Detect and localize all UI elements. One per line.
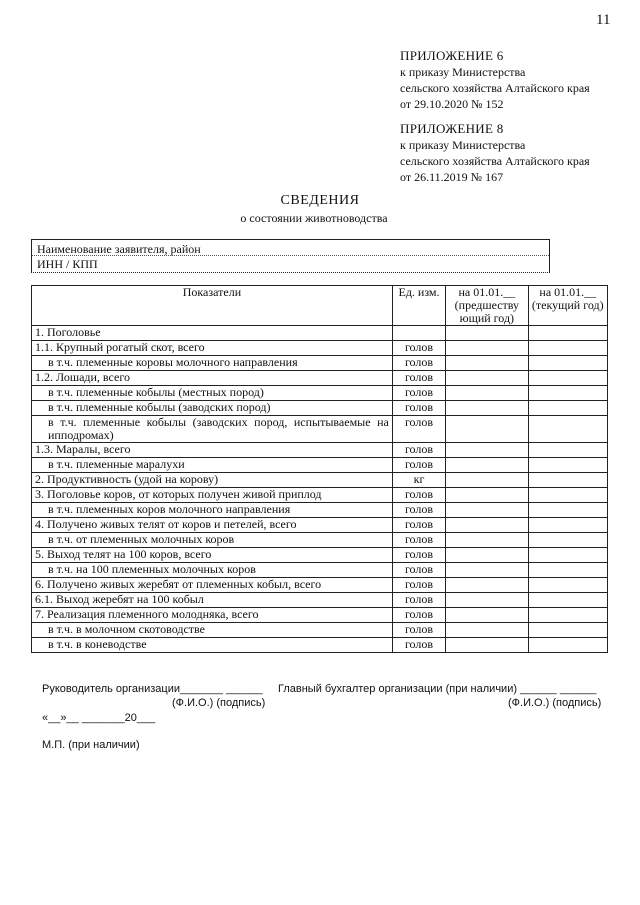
indicator-cell: 7. Реализация племенного молодняка, всего [32, 608, 393, 623]
head-signature-caption: (Ф.И.О.) (подпись) [172, 697, 266, 709]
previous-year-cell[interactable] [446, 503, 528, 518]
previous-year-cell[interactable] [446, 533, 528, 548]
previous-year-cell[interactable] [446, 488, 528, 503]
indicator-cell: в т.ч. в молочном скотоводстве [32, 623, 393, 638]
appendix-6-line: к приказу Министерства [400, 65, 526, 79]
table-row [32, 533, 608, 548]
table-row [32, 356, 608, 371]
current-year-cell[interactable] [528, 623, 607, 638]
current-year-cell[interactable] [528, 326, 607, 341]
indicator-cell: 5. Выход телят на 100 коров, всего [32, 548, 393, 563]
previous-year-cell[interactable] [446, 356, 528, 371]
previous-year-cell[interactable] [446, 401, 528, 416]
unit-cell: голов [392, 356, 445, 371]
table-row [32, 503, 608, 518]
table-header-row [32, 286, 608, 326]
current-year-cell[interactable] [528, 563, 607, 578]
unit-cell: голов [392, 608, 445, 623]
current-year-cell[interactable] [528, 518, 607, 533]
table-row [32, 401, 608, 416]
unit-cell: голов [392, 623, 445, 638]
unit-cell: голов [392, 563, 445, 578]
header-previous-year: на 01.01.__ (предшеству ющий год) [446, 286, 528, 326]
indicator-cell: 1. Поголовье [32, 326, 393, 341]
current-year-cell[interactable] [528, 533, 607, 548]
unit-cell: голов [392, 578, 445, 593]
table-row [32, 488, 608, 503]
previous-year-cell[interactable] [446, 341, 528, 356]
appendix-6-line: от 29.10.2020 № 152 [400, 97, 504, 111]
appendix-6-line: сельского хозяйства Алтайского края [400, 81, 590, 95]
appendix-8-line: от 26.11.2019 № 167 [400, 170, 504, 184]
current-year-cell[interactable] [528, 371, 607, 386]
table-row [32, 386, 608, 401]
table-row [32, 593, 608, 608]
previous-year-cell[interactable] [446, 443, 528, 458]
appendix-6-heading: ПРИЛОЖЕНИЕ 6 [400, 48, 504, 63]
unit-cell: голов [392, 386, 445, 401]
header-unit: Ед. изм. [392, 286, 445, 326]
previous-year-cell[interactable] [446, 518, 528, 533]
table-row [32, 623, 608, 638]
unit-cell: голов [392, 443, 445, 458]
table-row [32, 326, 608, 341]
table-row [32, 371, 608, 386]
previous-year-cell[interactable] [446, 458, 528, 473]
previous-year-cell[interactable] [446, 563, 528, 578]
applicant-divider [32, 255, 549, 256]
unit-cell: голов [392, 458, 445, 473]
table-row [32, 638, 608, 653]
header-indicators: Показатели [32, 286, 393, 326]
indicator-cell: 6. Получено живых жеребят от племенных кобыл, всего [32, 578, 393, 593]
unit-cell: голов [392, 593, 445, 608]
date-line: «__»__ _______20___ [42, 712, 156, 724]
unit-cell: голов [392, 371, 445, 386]
inn-kpp-label: ИНН / КПП [37, 257, 98, 271]
indicator-cell: в т.ч. племенные кобылы (заводских пород, испытываемые на ипподромах) [32, 416, 393, 443]
current-year-cell[interactable] [528, 473, 607, 488]
unit-cell: голов [392, 488, 445, 503]
previous-year-cell[interactable] [446, 578, 528, 593]
indicator-cell: 1.3. Маралы, всего [32, 443, 393, 458]
accountant-signature-caption: (Ф.И.О.) (подпись) [508, 697, 602, 709]
previous-year-cell[interactable] [446, 608, 528, 623]
current-year-cell[interactable] [528, 488, 607, 503]
table-row [32, 608, 608, 623]
previous-year-cell[interactable] [446, 473, 528, 488]
appendix-8-line: сельского хозяйства Алтайского края [400, 154, 590, 168]
current-year-cell[interactable] [528, 593, 607, 608]
table-row [32, 458, 608, 473]
previous-year-cell[interactable] [446, 386, 528, 401]
previous-year-cell[interactable] [446, 371, 528, 386]
accountant-signature-line: Главный бухгалтер организации (при наличии) ______ ______ [278, 683, 597, 695]
current-year-cell[interactable] [528, 401, 607, 416]
table-row [32, 518, 608, 533]
current-year-cell[interactable] [528, 443, 607, 458]
indicator-cell: в т.ч. племенные коровы молочного направления [32, 356, 393, 371]
applicant-box [31, 239, 550, 273]
table-row [32, 341, 608, 356]
table-row [32, 473, 608, 488]
header-current-year: на 01.01.__ (текущий год) [528, 286, 607, 326]
unit-cell [392, 326, 445, 341]
previous-year-cell[interactable] [446, 548, 528, 563]
table-row [32, 416, 608, 443]
unit-cell: голов [392, 533, 445, 548]
indicator-cell: в т.ч. в коневодстве [32, 638, 393, 653]
previous-year-cell[interactable] [446, 623, 528, 638]
current-year-cell[interactable] [528, 416, 607, 443]
unit-cell: голов [392, 503, 445, 518]
unit-cell: голов [392, 416, 445, 443]
indicator-cell: 2. Продуктивность (удой на корову) [32, 473, 393, 488]
appendix-8-block [400, 121, 590, 185]
unit-cell: кг [392, 473, 445, 488]
document-title: СВЕДЕНИЯ [280, 193, 360, 208]
unit-cell: голов [392, 518, 445, 533]
unit-cell: голов [392, 341, 445, 356]
table-row [32, 563, 608, 578]
unit-cell: голов [392, 548, 445, 563]
previous-year-cell[interactable] [446, 593, 528, 608]
table-body [32, 326, 608, 653]
table-row [32, 578, 608, 593]
indicator-cell: в т.ч. племенные кобылы (местных пород) [32, 386, 393, 401]
unit-cell: голов [392, 638, 445, 653]
indicator-cell: в т.ч. племенных коров молочного направления [32, 503, 393, 518]
indicator-cell: в т.ч. племенные кобылы (заводских пород) [32, 401, 393, 416]
indicator-cell: 1.2. Лошади, всего [32, 371, 393, 386]
indicator-cell: 3. Поголовье коров, от которых получен живой приплод [32, 488, 393, 503]
current-year-cell[interactable] [528, 458, 607, 473]
livestock-table [31, 285, 608, 653]
indicator-cell: в т.ч. от племенных молочных коров [32, 533, 393, 548]
table-row [32, 443, 608, 458]
page-number: 11 [596, 12, 611, 28]
indicator-cell: 6.1. Выход жеребят на 100 кобыл [32, 593, 393, 608]
previous-year-cell[interactable] [446, 638, 528, 653]
current-year-cell[interactable] [528, 608, 607, 623]
current-year-cell[interactable] [528, 503, 607, 518]
appendix-8-heading: ПРИЛОЖЕНИЕ 8 [400, 121, 504, 136]
current-year-cell[interactable] [528, 356, 607, 371]
previous-year-cell[interactable] [446, 326, 528, 341]
indicator-cell: в т.ч. племенные маралухи [32, 458, 393, 473]
current-year-cell[interactable] [528, 578, 607, 593]
previous-year-cell[interactable] [446, 416, 528, 443]
document-subtitle: о состоянии животноводства [240, 211, 388, 225]
head-signature-line: Руководитель организации_______ ______ [42, 683, 263, 695]
unit-cell: голов [392, 401, 445, 416]
applicant-name-label: Наименование заявителя, район [37, 242, 201, 256]
indicator-cell: 1.1. Крупный рогатый скот, всего [32, 341, 393, 356]
appendix-6-block [400, 48, 590, 112]
current-year-cell[interactable] [528, 548, 607, 563]
current-year-cell[interactable] [528, 386, 607, 401]
appendix-8-line: к приказу Министерства [400, 138, 526, 152]
indicator-cell: в т.ч. на 100 племенных молочных коров [32, 563, 393, 578]
stamp-note: М.П. (при наличии) [42, 739, 140, 751]
current-year-cell[interactable] [528, 341, 607, 356]
table-row [32, 548, 608, 563]
current-year-cell[interactable] [528, 638, 607, 653]
indicator-cell: 4. Получено живых телят от коров и петелей, всего [32, 518, 393, 533]
